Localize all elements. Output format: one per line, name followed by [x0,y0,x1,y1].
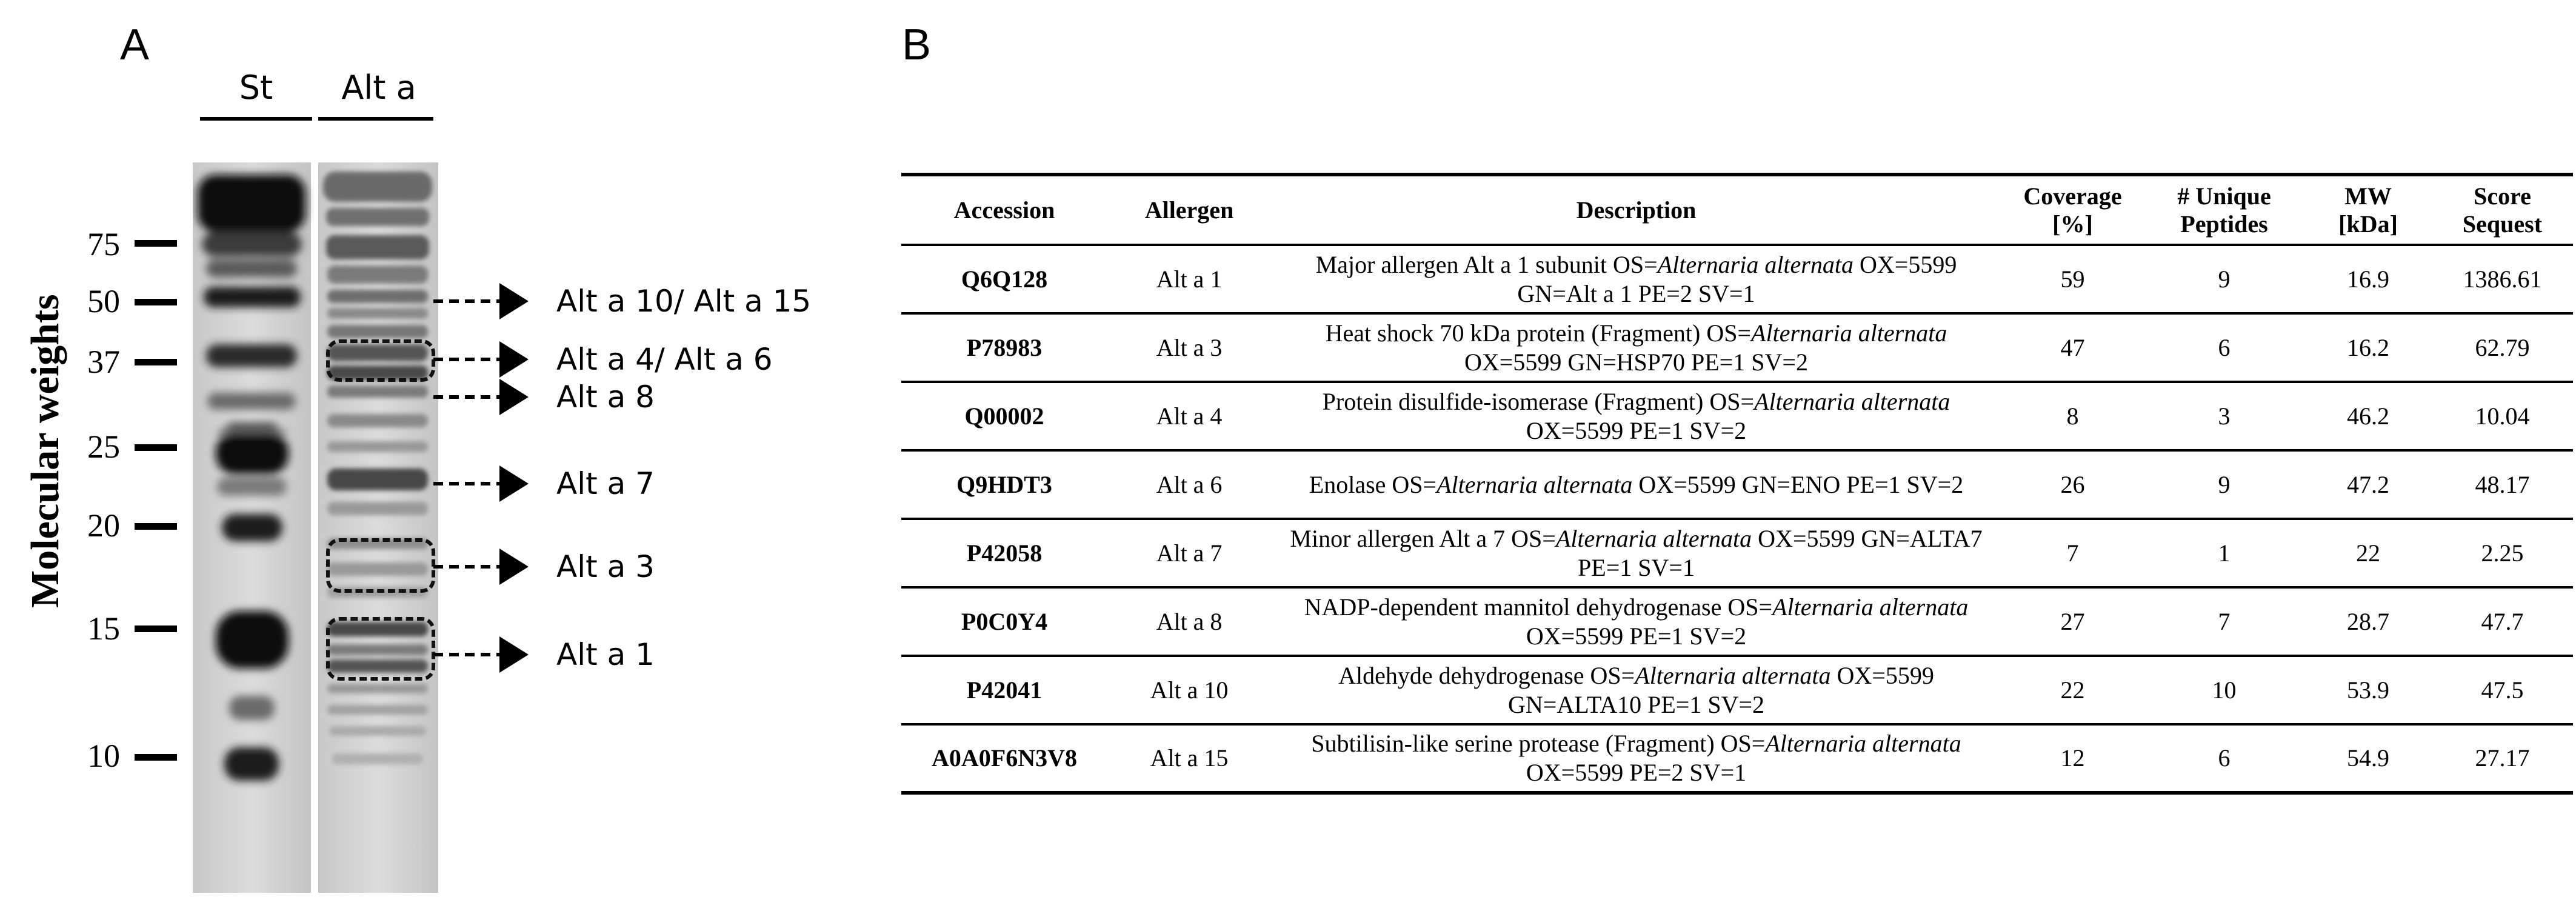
mw-label-20: 20 [87,507,120,544]
cell-mw: 28.7 [2347,607,2389,635]
callout-arrows [430,279,533,673]
cell-accession: Q9HDT3 [956,470,1052,498]
cell-score: 48.17 [2475,470,2530,498]
dashed-box-alt-a-1 [326,617,435,681]
lane-label-st: St [239,68,273,107]
cell-mw: 22 [2356,539,2380,567]
cell-description: Heat shock 70 kDa protein (Fragment) OS=Alternaria alternata OX=5599 GN=HSP70 PE=1 SV=2 [1325,319,1947,376]
cell-score: 1386.61 [2463,265,2542,293]
cell-allergen: Alt a 6 [1156,470,1223,498]
cell-score: 47.7 [2481,607,2524,635]
cell-accession: P42041 [966,676,1043,704]
cell-allergen: Alt a 8 [1156,607,1223,635]
table-row [901,724,2573,793]
allergen-table [901,173,2573,795]
cell-mw: 47.2 [2347,470,2389,498]
cell-coverage: 47 [2060,333,2085,361]
cell-score: 27.17 [2475,744,2530,772]
cell-accession: Q00002 [964,402,1044,430]
cell-coverage: 26 [2060,470,2085,498]
mw-tick-37 [135,359,177,365]
cell-unique-peptides: 9 [2218,265,2231,293]
cell-allergen: Alt a 15 [1150,744,1229,772]
cell-accession: P42058 [966,539,1043,567]
mw-label-25: 25 [87,429,120,465]
lane-rule-st [200,117,312,121]
callout-alt-a-10-15: Alt a 10/ Alt a 15 [556,284,812,319]
cell-allergen: Alt a 4 [1156,402,1223,430]
mw-label-15: 15 [87,610,120,647]
table-row [901,450,2573,519]
mw-tick-20 [135,523,177,530]
lane-label-alt-a: Alt a [341,68,416,107]
panel-label-b: B [902,21,932,69]
header-score-sequest: Score Sequest [2462,182,2543,238]
header-allergen: Allergen [1144,196,1234,224]
lane-rule-alt-a [318,117,433,121]
header-unique-peptides: # Unique Peptides [2177,182,2271,238]
panel-label-a: A [120,21,150,69]
cell-allergen: Alt a 7 [1156,539,1223,567]
callout-alt-a-7: Alt a 7 [556,466,655,501]
mw-label-75: 75 [87,226,120,262]
callout-alt-a-1: Alt a 1 [556,637,655,672]
cell-unique-peptides: 7 [2218,607,2231,635]
callout-alt-a-8: Alt a 8 [556,379,655,415]
cell-coverage: 22 [2060,676,2085,704]
cell-allergen: Alt a 10 [1150,676,1229,704]
cell-mw: 53.9 [2347,676,2389,704]
cell-mw: 46.2 [2347,402,2389,430]
table-row [901,313,2573,382]
cell-allergen: Alt a 1 [1156,265,1223,293]
table-row [901,656,2573,724]
header-mw: MW [kDa] [2338,182,2398,238]
cell-mw: 54.9 [2347,744,2389,772]
table-row [901,382,2573,450]
mw-tick-50 [135,299,177,305]
cell-unique-peptides: 6 [2218,333,2231,361]
gel-image [193,162,438,893]
cell-mw: 16.2 [2347,333,2389,361]
cell-allergen: Alt a 3 [1156,333,1223,361]
table-row [901,245,2573,313]
cell-accession: A0A0F6N3V8 [932,744,1077,772]
cell-unique-peptides: 1 [2218,539,2231,567]
cell-mw: 16.9 [2347,265,2389,293]
cell-description: Enolase OS=Alternaria alternata OX=5599 GN=ENO PE=1 SV=2 [1309,470,1964,498]
cell-unique-peptides: 6 [2218,744,2231,772]
callout-alt-a-3: Alt a 3 [556,549,655,584]
mw-tick-25 [135,444,177,451]
table-row [901,587,2573,656]
header-coverage: Coverage [%] [2023,182,2122,238]
dashed-box-alt-a-3 [326,538,435,593]
cell-unique-peptides: 9 [2218,470,2231,498]
cell-unique-peptides: 10 [2212,676,2237,704]
cell-accession: P78983 [966,333,1043,361]
cell-coverage: 12 [2060,744,2085,772]
cell-description: Subtilisin-like serine protease (Fragment) OS=Alternaria alternata OX=5599 PE=2 SV=1 [1311,730,1961,786]
cell-accession: Q6Q128 [961,265,1048,293]
cell-score: 10.04 [2475,402,2530,430]
callout-alt-a-4-6: Alt a 4/ Alt a 6 [556,342,773,377]
cell-description: Minor allergen Alt a 7 OS=Alternaria alternata OX=5599 GN=ALTA7 PE=1 SV=1 [1290,524,1983,581]
mw-tick-75 [135,240,177,247]
cell-accession: P0C0Y4 [961,607,1048,635]
header-description: Description [1576,196,1697,224]
dashed-box-alt-a-4-6 [326,339,435,382]
axis-title-molecular-weights: Molecular weights [23,294,67,608]
mw-label-10: 10 [87,738,120,774]
table-header-row [901,175,2573,245]
cell-description: Aldehyde dehydrogenase OS=Alternaria alternata OX=5599 GN=ALTA10 PE=1 SV=2 [1338,661,1934,718]
table-row [901,519,2573,587]
cell-description: NADP-dependent mannitol dehydrogenase OS=Alternaria alternata OX=5599 PE=1 SV=2 [1304,593,1969,650]
mw-label-50: 50 [87,283,120,319]
cell-description: Major allergen Alt a 1 subunit OS=Alternaria alternata OX=5599 GN=Alt a 1 PE=2 SV=1 [1315,250,1957,307]
cell-coverage: 8 [2066,402,2079,430]
cell-unique-peptides: 3 [2218,402,2231,430]
cell-coverage: 59 [2060,265,2085,293]
cell-description: Protein disulfide-isomerase (Fragment) OS=Alternaria alternata OX=5599 PE=1 SV=2 [1322,387,1950,444]
mw-tick-15 [135,625,177,632]
mw-tick-10 [135,754,177,761]
cell-coverage: 7 [2066,539,2079,567]
cell-coverage: 27 [2060,607,2085,635]
cell-score: 47.5 [2481,676,2524,704]
header-accession: Accession [953,196,1055,224]
cell-score: 2.25 [2481,539,2524,567]
cell-score: 62.79 [2475,333,2530,361]
mw-label-37: 37 [87,344,120,380]
